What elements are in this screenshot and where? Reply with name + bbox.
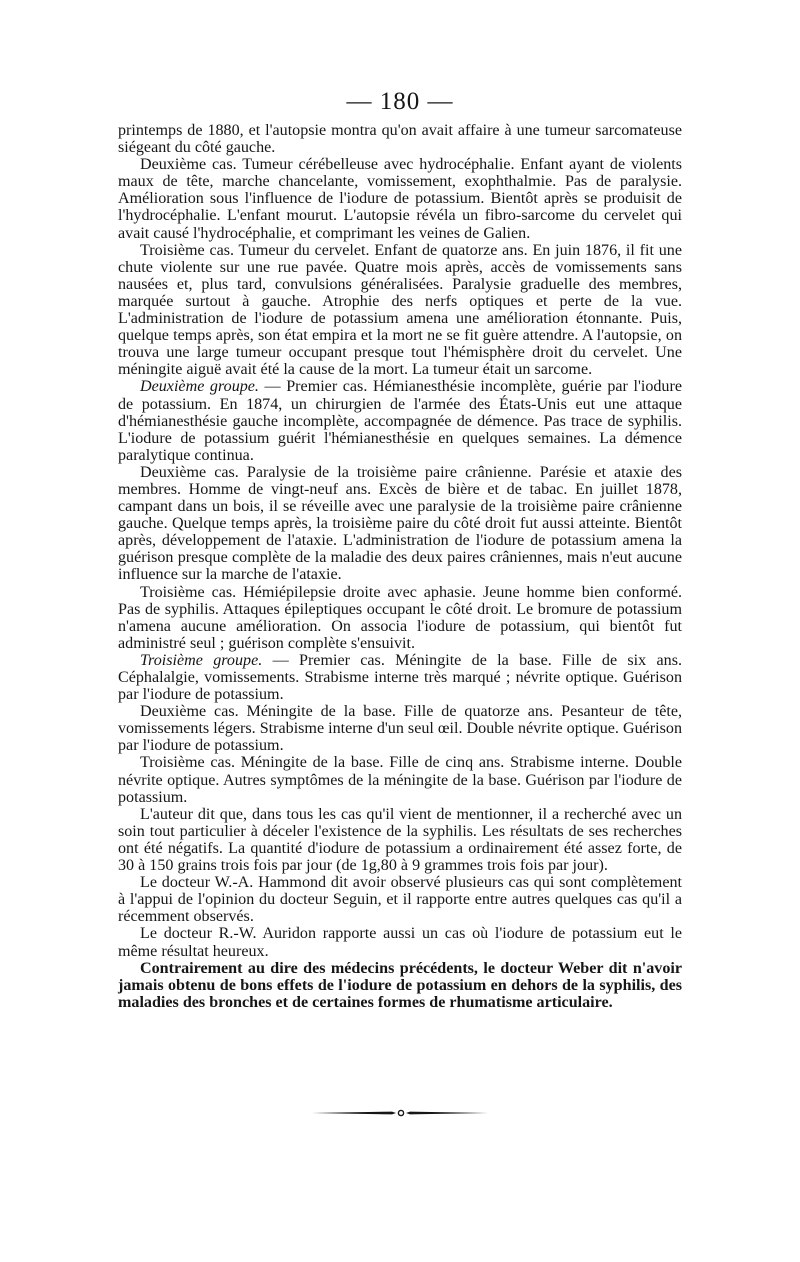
paragraph-text: — Premier cas. Méningite de la base. Fille de six ans. Céphalalgie, vomissements. Strabisme interne très marqué ; névrite optique. Guérison par l'iodure de potassium. [118, 651, 683, 704]
paragraph-text: Contrairement au dire des médecins précédents, le docteur Weber dit n'avoir jamais obtenu de bons effets de l'iodure de potassium en dehors de la syphilis, des maladies des bronches et de certaines formes de rhumatisme articulaire. [118, 959, 682, 1011]
paragraph [118, 242, 682, 379]
body-text [118, 122, 682, 1011]
paragraph-text: L'auteur dit que, dans tous les cas qu'il vient de mentionner, il a recherché avec un soin tout particulier à déceler l'existence de la syphilis. Les résultats de ses recherches ont été négatifs. La quantité d'iodure de potassium a ordinairement été assez forte, de 30 à 150 grains trois fois par jour (de 1g,80 à 9 grammes trois fois par jour). [118, 805, 682, 875]
paragraph-text: Deuxième cas. Tumeur cérébelleuse avec hydrocéphalie. Enfant ayant de violents maux de tête, marche chancelante, vomissement, exophthalmie. Pas de paralysie. Amélioration sous l'influence de l'iodure de potassium. Bientôt après se produisit de l'hydrocéphalie. L'enfant mourut. L'autopsie révéla un fibro-sarcome du cervelet qui avait causé l'hydrocéphalie, et comprimant les veines de Galien. [118, 156, 682, 242]
end-ornament-rule [310, 1108, 490, 1118]
paragraph [118, 156, 682, 241]
paragraph-text: — Premier cas. Hémianesthésie incomplète, guérie par l'iodure de potassium. En 1874, un chirurgien de l'armée des États-Unis eut une attaque d'hémianesthésie gauche incomplète, accompagnée de démence. Pas trace de syphilis. L'iodure de potassium guérit l'hémianesthésie en quelques semaines. La démence paralytique continua. [118, 378, 682, 464]
paragraph-text: Troisième cas. Tumeur du cervelet. Enfant de quatorze ans. En juin 1876, il fit une chute violente sur une rue pavée. Quatre mois après, accès de vomissements sans nausées et, plus tard, convulsions généralisées. Paralysie graduelle des membres, marquée surtout à gauche. Atrophie des nerfs optiques et perte de la vue. L'administration de l'iodure de potassium amena une amélioration étonnante. Puis, quelque temps après, son état empira et la mort ne se fit guère attendre. A l'autopsie, on trouva une large tumeur occupant presque tout l'hémisphère droit du cervelet. Une méningite aiguë avait été la cause de la mort. La tumeur était un sarcome. [118, 241, 682, 379]
group-heading: Troisième groupe. [140, 651, 263, 669]
paragraph-text: Le docteur R.-W. Auridon rapporte aussi un cas où l'iodure de potassium eut le même résultat heureux. [118, 925, 682, 960]
paragraph [118, 378, 682, 463]
paragraph [118, 754, 682, 805]
paragraph [118, 925, 682, 959]
paragraph [118, 464, 682, 584]
paragraph-text: Deuxième cas. Méningite de la base. Fille de quatorze ans. Pesanteur de tête, vomissements légers. Strabisme interne d'un seul œil. Double névrite optique. Guérison par l'iodure de potassium. [118, 703, 682, 755]
paragraph [118, 584, 682, 652]
paragraph [118, 703, 682, 754]
paragraph-text: printemps de 1880, et l'autopsie montra qu'on avait affaire à une tumeur sarcomateuse siégeant du côté gauche. [118, 122, 682, 157]
paragraph-text: Troisième cas. Hémiépilepsie droite avec aphasie. Jeune homme bien conformé. Pas de syphilis. Attaques épileptiques occupant le côté droit. Le bromure de potassium n'amena aucune amélioration. On associa l'iodure de potassium, qui bientôt fut administré seul ; guérison complète s'ensuivit. [118, 583, 682, 652]
paragraph [118, 874, 682, 925]
paragraph [118, 122, 682, 156]
paragraph [118, 960, 682, 1011]
paragraph-text: Troisième cas. Méningite de la base. Fille de cinq ans. Strabisme interne. Double névrite optique. Autres symptômes de la méningite de la base. Guérison par l'iodure de potassium. [118, 754, 682, 806]
group-heading: Deuxième groupe. [140, 378, 259, 396]
paragraph-text: Le docteur W.-A. Hammond dit avoir observé plusieurs cas qui sont complètement à l'appui de l'opinion du docteur Seguin, et il rapporte entre autres quelques cas qu'il a récemment observés. [118, 874, 682, 926]
paragraph-text: Deuxième cas. Paralysie de la troisième paire crânienne. Parésie et ataxie des membres. Homme de vingt-neuf ans. Excès de bière et de tabac. En juillet 1878, campant dans un bois, il se réveille avec une paralysie de la troisième paire crânienne gauche. Quelque temps après, la troisième paire du côté droit fut aussi atteinte. Bientôt après, développement de l'ataxie. L'administration de l'iodure de potassium amena la guérison presque complète de la maladie des deux paires crâniennes, mais n'eut aucune influence sur la marche de l'ataxie. [118, 463, 682, 584]
page-number: — 180 — [346, 88, 454, 115]
paragraph [118, 806, 682, 874]
paragraph [118, 652, 682, 703]
